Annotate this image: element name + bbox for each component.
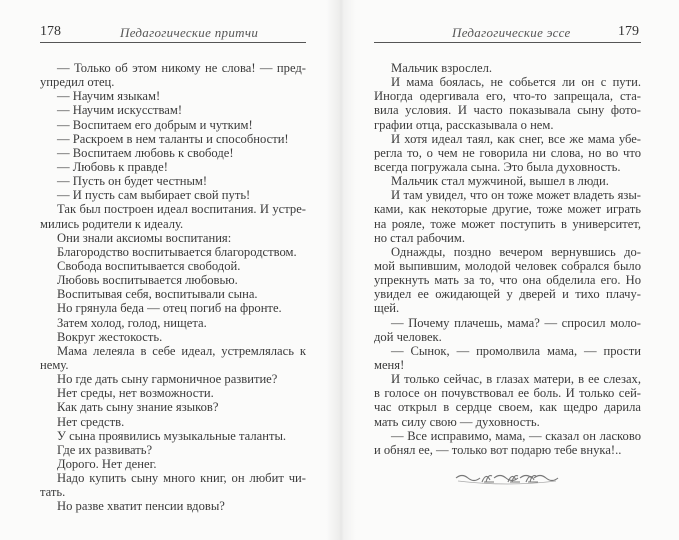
text-line: У сына проявились музыкальные таланты. (57, 428, 287, 443)
text-line: Но разве хватит пенсии вдовы? (57, 499, 225, 514)
text-line: — Воспитаем его добрым и чутким! (57, 117, 253, 132)
text-line: — Научим искусствам! (57, 103, 183, 118)
text-line: упредил отец. (40, 75, 115, 90)
text-line: упрекнуть мать за то, что она обделила его. Но (374, 273, 641, 288)
text-line: Нет среды, нет возможности. (57, 386, 214, 401)
text-line: Так был построен идеал воспитания. И устре- (57, 202, 306, 217)
text-line: Но где дать сыну гармоничное развитие? (57, 372, 278, 387)
running-head: Педагогические притчи (120, 25, 259, 40)
text-line: регла то, о чем не говорила ни слова, но во что (374, 145, 641, 160)
text-line: — Почему плачешь, мама? — спросил моло- (391, 315, 641, 330)
left-page-header (40, 22, 306, 43)
text-line: Как дать сыну знание языков? (57, 400, 219, 415)
text-line: всегда погружала сына. Это была духовность. (374, 159, 621, 174)
text-line: Иногда одергивала его, что-то запрещала, ста- (374, 89, 641, 104)
text-line: — Научим языкам! (57, 89, 161, 104)
left-page (40, 0, 306, 540)
text-line: тать. (40, 485, 66, 500)
page-number: 179 (618, 24, 639, 39)
text-line: Однажды, поздно вечером вернувшись до- (391, 244, 641, 259)
text-line: дой человек. (374, 329, 442, 344)
text-line: ками, как некоторые другие, тоже может играть (374, 202, 641, 217)
text-line: — Все исправимо, мама, — сказал он ласково (391, 428, 641, 443)
text-line: — Раскроем в нем таланты и способности! (57, 131, 289, 146)
text-line: в голосе он почувствовал ее боль. И только сей- (374, 386, 641, 401)
text-line: мать силу свою — духовность. (374, 414, 540, 429)
page-number: 178 (40, 24, 61, 39)
text-line: Нет средств. (57, 414, 125, 429)
text-line: и обнял ее, — только вот подарю тебе внука!.. (374, 442, 622, 457)
text-line: Где их развивать? (57, 442, 153, 457)
text-line: меня! (374, 357, 405, 372)
text-line: Мальчик стал мужчиной, вышел в люди. (391, 174, 609, 189)
text-line: Мама лелеяла в себе идеал, устремлялась к (57, 343, 306, 358)
book-gutter-shadow (326, 0, 356, 540)
text-line: мились родители к идеалу. (40, 216, 184, 231)
text-line: на рояле, тоже может поступить в университет, (374, 216, 641, 231)
right-page-text (374, 61, 641, 457)
text-line: час открыл в сердце своем, как щедро дарила (374, 400, 641, 415)
text-line: И хотя идеал таял, как снег, все же мама убе- (391, 131, 641, 146)
running-head: Педагогические эссе (452, 25, 571, 40)
text-line: Любовь воспитывается любовью. (57, 273, 238, 288)
text-line: щей. (374, 301, 400, 316)
text-line: — Пусть он будет честным! (57, 174, 208, 189)
right-page-header (374, 22, 641, 43)
vignette-flourish-icon (454, 468, 560, 488)
text-line: но стал рабочим. (374, 230, 466, 245)
text-line: вила условия. И часто показывала сыну фото- (374, 103, 641, 118)
text-line: Затем холод, голод, нищета. (57, 315, 207, 330)
text-line: нему. (40, 357, 69, 372)
text-line: Мальчик взрослел. (391, 61, 493, 75)
text-line: — Воспитаем любовь к свободе! (57, 145, 234, 160)
text-line: — Только об этом никому не слова! — пред- (57, 61, 306, 75)
text-line: Вокруг жестокость. (57, 329, 163, 344)
right-page (374, 0, 641, 540)
text-line: увидел ее ожидающей у дверей и тихо плачу- (374, 287, 641, 302)
text-line: Но грянула беда — отец погиб на фронте. (57, 301, 282, 316)
text-line: Они знали аксиомы воспитания: (57, 230, 232, 245)
text-line: И только сейчас, в глазах матери, в ее слезах, (391, 372, 641, 387)
text-line: — И пусть сам выбирает свой путь! (57, 188, 251, 203)
text-line: — Сынок, — промолвила мама, — прости (391, 343, 641, 358)
text-line: И мама боялась, не собьется ли он с пути. (391, 75, 641, 90)
text-line: Дорого. Нет денег. (57, 456, 157, 471)
text-line: Воспитывая себя, воспитывали сына. (57, 287, 258, 302)
text-line: Благородство воспитывается благородством. (57, 244, 297, 259)
left-page-text (40, 61, 306, 514)
text-line: Надо купить сыну много книг, он любит чи- (57, 471, 306, 486)
text-line: мой выпившим, молодой человек собрался было (374, 258, 641, 273)
text-line: И там увидел, что он тоже может владеть язы- (391, 188, 641, 203)
text-line: графии отца, рассказывала о нем. (374, 117, 554, 132)
text-line: Свобода воспитывается свободой. (57, 258, 241, 273)
text-line: — Любовь к правде! (57, 159, 168, 174)
